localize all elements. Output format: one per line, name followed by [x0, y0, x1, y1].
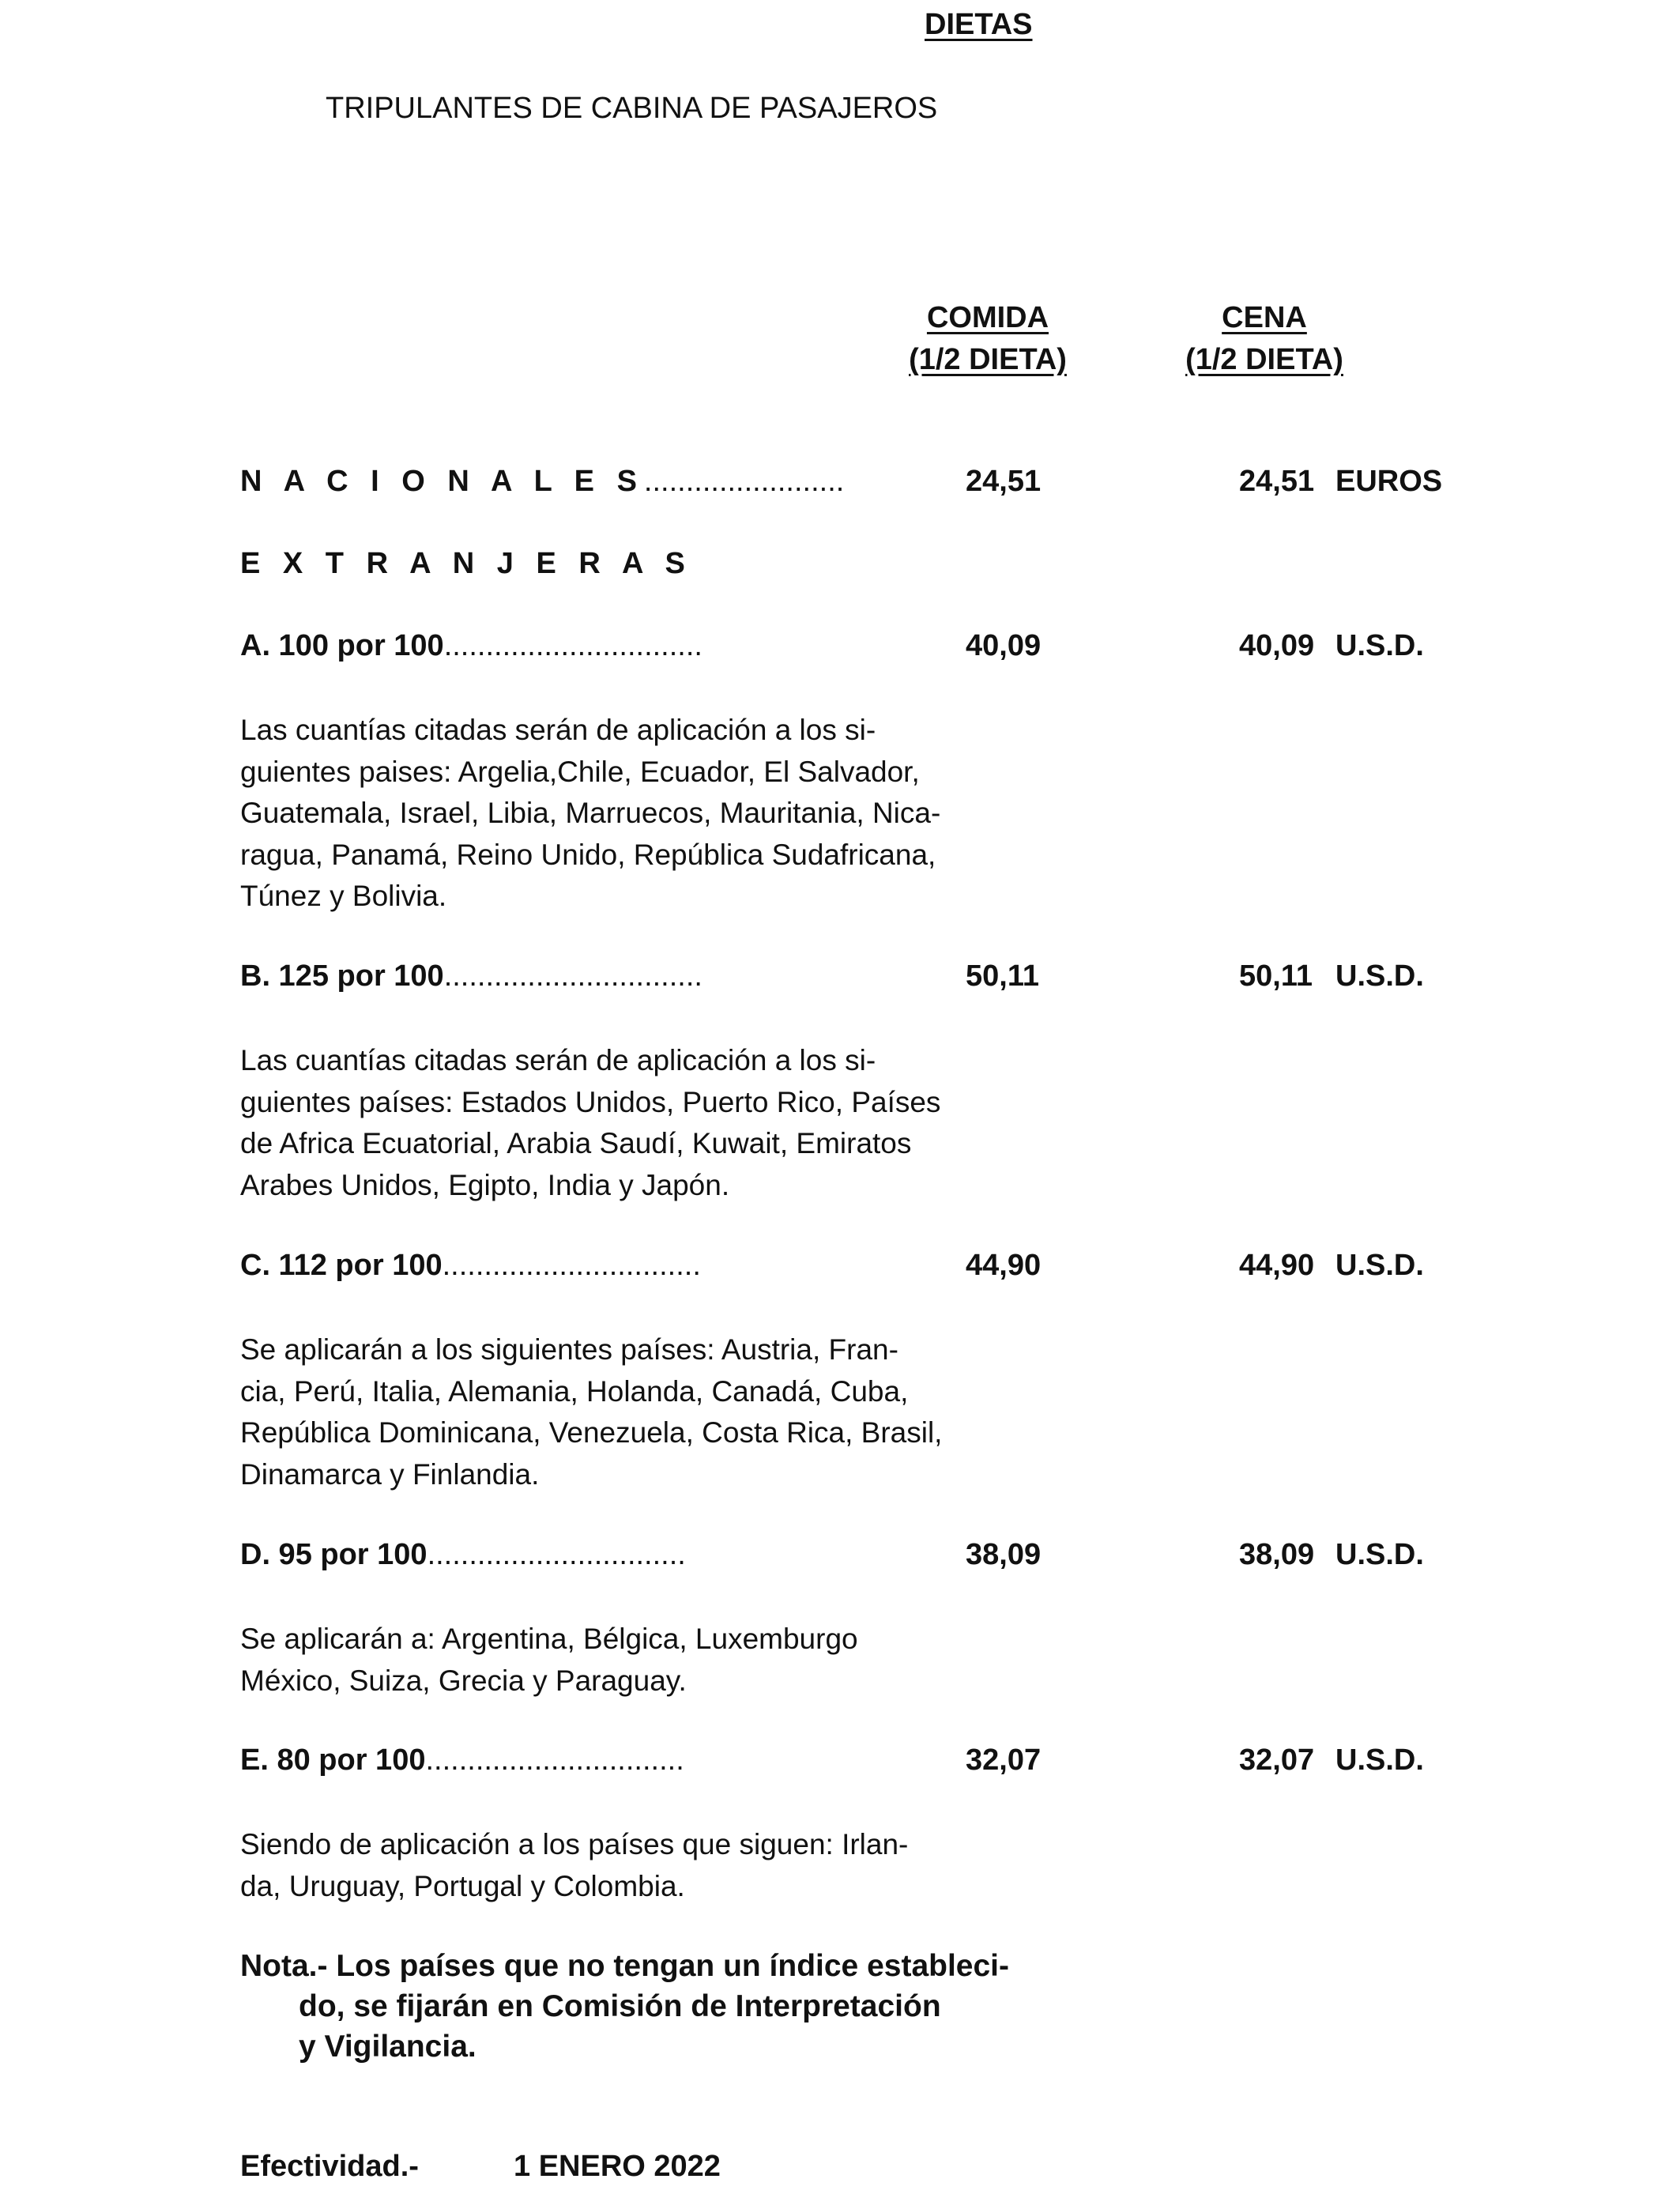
group-c-description-line: Dinamarca y Finlandia. — [240, 1457, 540, 1491]
group-c-description-line: República Dominicana, Venezuela, Costa Rica, Brasil, — [240, 1416, 943, 1449]
group-a-description-line: Guatemala, Israel, Libia, Marruecos, Mauritania, Nica- — [240, 797, 941, 829]
group-a-row-label — [240, 629, 703, 663]
efectividad-date: 1 ENERO 2022 — [514, 2150, 721, 2183]
nacionales-row-label — [240, 465, 844, 499]
group-a-label: A. 100 por 100 — [240, 629, 444, 662]
group-d-description-line: Se aplicarán a: Argentina, Bélgica, Luxemburgo — [240, 1623, 858, 1655]
group-b-currency: U.S.D. — [1335, 959, 1424, 993]
group-e-row-label — [240, 1744, 684, 1777]
group-c-comida-value: 44,90 — [966, 1249, 1042, 1282]
efectividad-label: Efectividad.- — [240, 2150, 419, 2183]
group-d-description — [240, 1619, 999, 1702]
column-header-comida-subtitle: (1/2 DIETA) — [909, 343, 1067, 376]
group-e-description-line: da, Uruguay, Portugal y Colombia. — [240, 1869, 685, 1902]
document-title: DIETAS — [925, 8, 1033, 41]
group-c-description-line: Se aplicarán a los siguientes países: Austria, Fran- — [240, 1333, 898, 1366]
nota-block — [240, 1946, 1009, 2067]
group-e-label: E. 80 por 100 — [240, 1744, 426, 1777]
column-header-cena-subtitle: (1/2 DIETA) — [1185, 343, 1343, 376]
group-c-cena-value: 44,90 — [1239, 1249, 1315, 1282]
group-b-description-line: guientes países: Estados Unidos, Puerto Rico, Países — [240, 1085, 941, 1118]
nacionales-leader: ........................ — [643, 465, 845, 498]
nacionales-currency: EUROS — [1335, 465, 1443, 498]
group-b-comida-value: 50,11 — [966, 959, 1039, 993]
column-header-cena — [1177, 297, 1351, 381]
group-a-description — [240, 710, 999, 918]
column-header-cena-title: CENA — [1222, 301, 1307, 334]
group-a-description-line: ragua, Panamá, Reino Unido, República Sudafricana, — [240, 838, 936, 871]
column-header-comida — [901, 297, 1075, 381]
group-b-leader: ............................... — [443, 959, 703, 993]
group-a-description-line: Túnez y Bolivia. — [240, 880, 447, 912]
nacionales-comida-value: 24,51 — [966, 465, 1042, 498]
group-e-leader: ............................... — [425, 1744, 684, 1777]
nota-line: y Vigilancia. — [299, 2030, 477, 2064]
nota-line: Nota.- Los países que no tengan un índice estableci- — [240, 1949, 1010, 1983]
group-e-comida-value: 32,07 — [966, 1744, 1042, 1777]
group-c-label: C. 112 por 100 — [240, 1249, 443, 1282]
nacionales-label: N A C I O N A L E S — [240, 465, 644, 498]
group-c-leader: ............................... — [442, 1249, 701, 1282]
group-b-description — [240, 1040, 999, 1206]
group-d-description-line: México, Suiza, Grecia y Paraguay. — [240, 1664, 687, 1697]
nacionales-cena-value: 24,51 — [1239, 465, 1315, 498]
group-d-currency: U.S.D. — [1335, 1538, 1424, 1571]
group-d-leader: ............................... — [427, 1538, 686, 1571]
nota-line: do, se fijarán en Comisión de Interpretación — [299, 1989, 941, 2023]
group-e-description-line: Siendo de aplicación a los países que siguen: Irlan- — [240, 1828, 909, 1860]
group-e-currency: U.S.D. — [1335, 1744, 1424, 1777]
group-b-row-label — [240, 959, 703, 993]
group-a-currency: U.S.D. — [1335, 629, 1424, 662]
group-b-cena-value: 50,11 — [1239, 959, 1313, 993]
group-b-description-line: de Africa Ecuatorial, Arabia Saudí, Kuwait, Emiratos — [240, 1127, 912, 1159]
group-c-description-line: cia, Perú, Italia, Alemania, Holanda, Canadá, Cuba, — [240, 1374, 909, 1408]
group-e-cena-value: 32,07 — [1239, 1744, 1315, 1777]
group-d-label: D. 95 por 100 — [240, 1538, 428, 1571]
group-c-currency: U.S.D. — [1335, 1249, 1424, 1282]
group-c-description — [240, 1329, 999, 1495]
column-header-comida-title: COMIDA — [926, 301, 1049, 334]
group-e-description — [240, 1824, 999, 1907]
group-b-label: B. 125 por 100 — [240, 959, 444, 993]
group-b-description-line: Las cuantías citadas serán de aplicación a los si- — [240, 1044, 876, 1076]
group-d-row-label — [240, 1538, 686, 1572]
group-d-cena-value: 38,09 — [1239, 1538, 1315, 1571]
group-c-row-label — [240, 1249, 701, 1283]
group-a-description-line: Las cuantías citadas serán de aplicación a los si- — [240, 714, 876, 746]
group-d-comida-value: 38,09 — [966, 1538, 1042, 1571]
group-a-leader: ............................... — [443, 629, 703, 662]
group-a-cena-value: 40,09 — [1239, 629, 1315, 662]
group-a-description-line: guientes paises: Argelia,Chile, Ecuador, El Salvador, — [240, 755, 920, 788]
group-b-description-line: Arabes Unidos, Egipto, India y Japón. — [240, 1168, 730, 1201]
extranjeras-heading: E X T R A N J E R A S — [240, 547, 692, 580]
group-a-comida-value: 40,09 — [966, 629, 1042, 662]
document-subtitle: TRIPULANTES DE CABINA DE PASAJEROS — [326, 92, 938, 125]
